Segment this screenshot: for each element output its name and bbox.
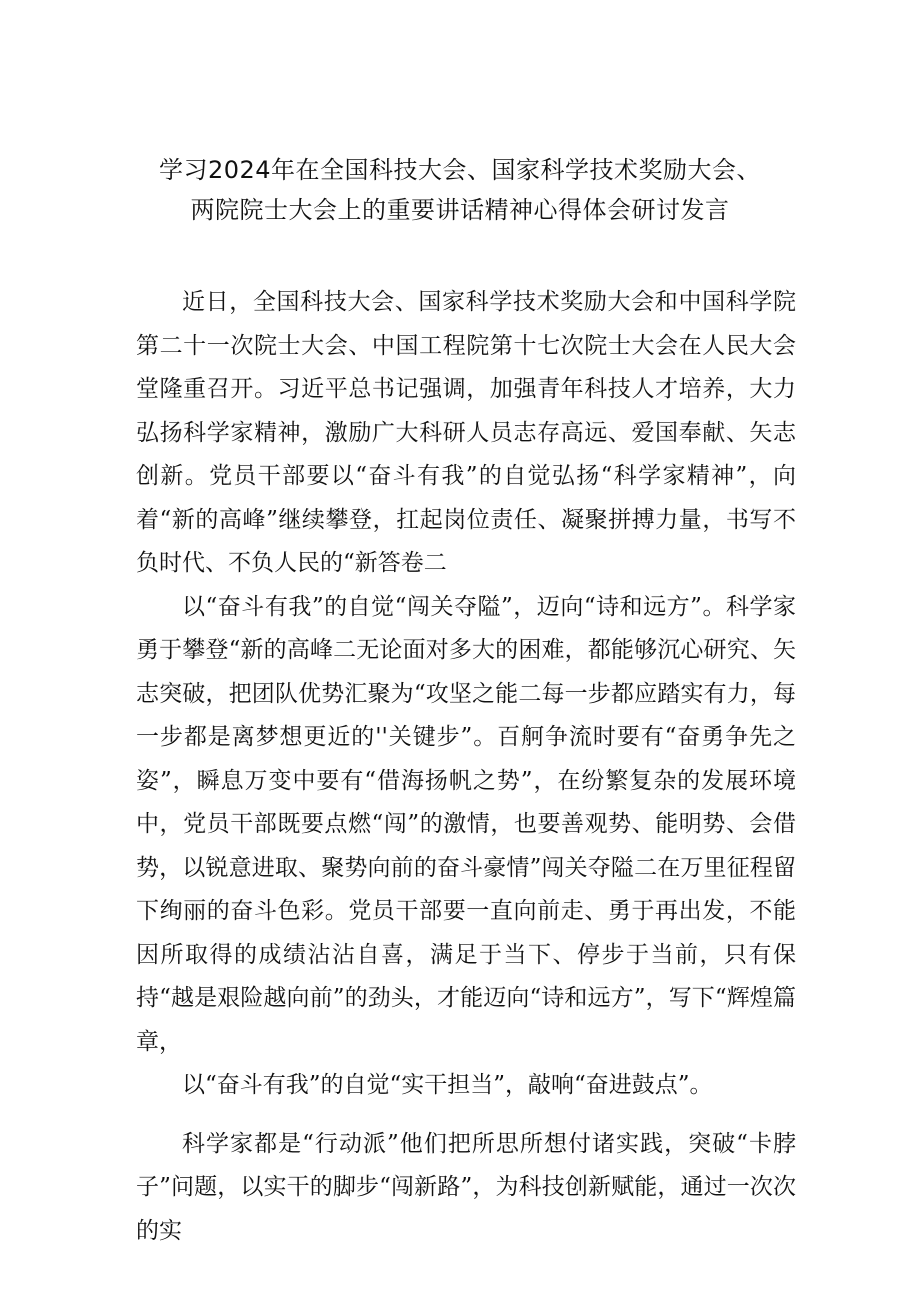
paragraph-section-1: 以“奋斗有我”的自觉“闯关夺隘”，迈向“诗和远方”。科学家勇于攀登“新的高峰二无论面对多大的困难，都能够沉心研究、矢志突破，把团队优势汇聚为“攻坚之能二每一步都应踏实有力，每一步都是离梦想更近的''关键步”。百舸争流时要有“奋勇争先之姿”，瞬息万变中要有“借海扬帆之势”，在纷繁复杂的发展环境中，党员干部既要点燃“闯”的激情，也要善观势、能明势、会借势，以锐意进取、聚势向前的奋斗豪情”闯关夺隘二在万里征程留下绚丽的奋斗色彩。党员干部要一直向前走、勇于再出发，不能因所取得的成绩沾沾自喜，满足于当下、停步于当前，只有保持“越是艰险越向前”的劲头，才能迈向“诗和远方”，写下“辉煌篇章， <box>136 593 796 1055</box>
document-title <box>0 150 920 230</box>
title-line-1: 学习2024年在全国科技大会、国家科学技术奖励大会、 <box>158 156 762 184</box>
paragraph-section-2-heading: 以“奋斗有我”的自觉“实干担当”，敲响“奋进鼓点”。 <box>182 1072 713 1098</box>
paragraph-gap <box>136 1108 796 1123</box>
document-body <box>136 281 796 1253</box>
paragraph-section-2: 科学家都是“行动派”他们把所思所想付诸实践，突破“卡脖子”问题，以实干的脚步“闯新路”，为科技创新赋能，通过一次次的实 <box>136 1130 796 1244</box>
paragraph-intro: 近日，全国科技大会、国家科学技术奖励大会和中国科学院第二十一次院士大会、中国工程院第十七次院士大会在人民大会堂隆重召开。习近平总书记强调，加强青年科技人才培养，大力弘扬科学家精神，激励广大科研人员志存高远、爱国奉献、矢志创新。党员干部要以“奋斗有我”的自觉弘扬“科学家精神”，向着“新的高峰”继续攀登，扛起岗位责任、凝聚拼搏力量，书写不负时代、不负人民的“新答卷二 <box>136 289 796 576</box>
title-line-2: 两院院士大会上的重要讲话精神心得体会研讨发言 <box>190 196 730 224</box>
